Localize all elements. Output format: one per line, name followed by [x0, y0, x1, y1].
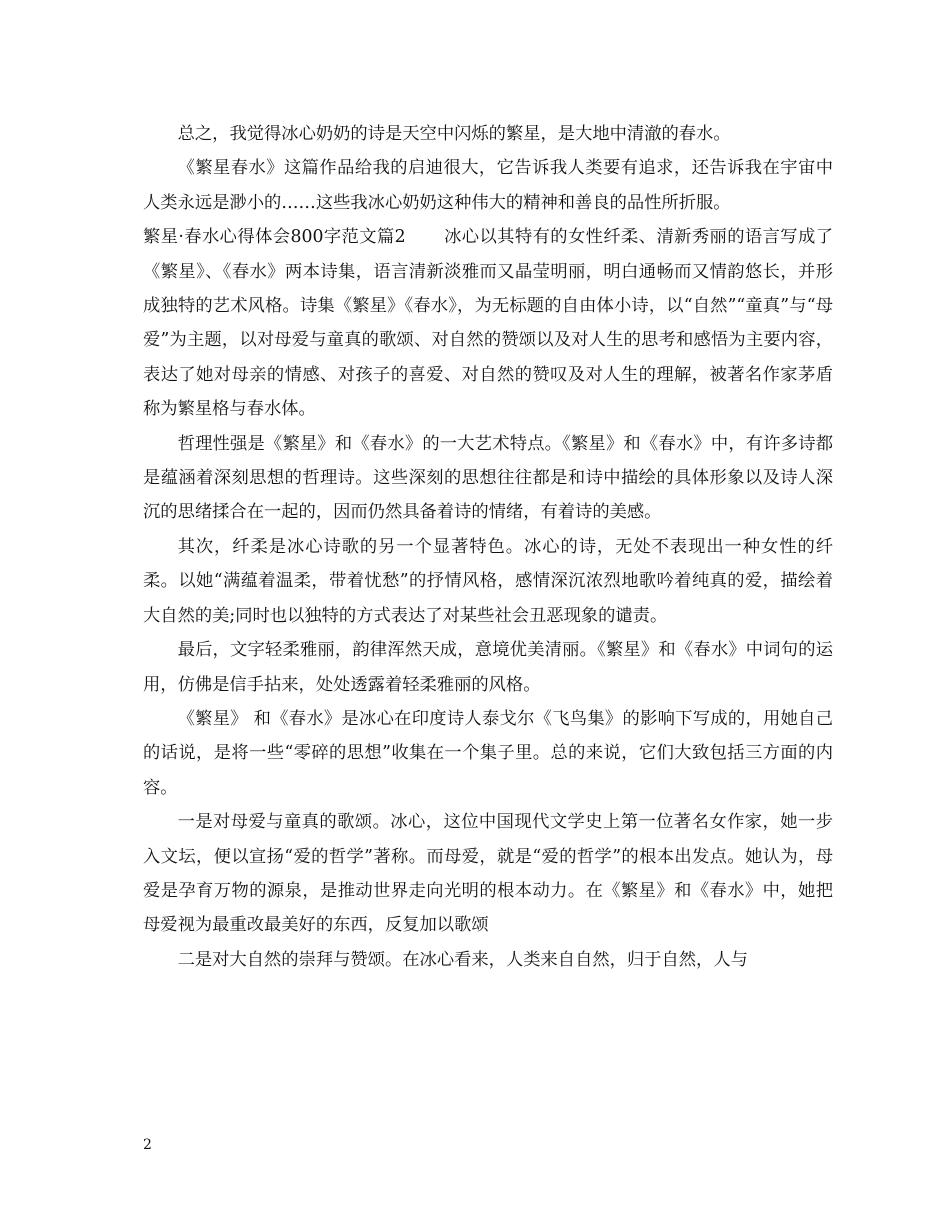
paragraph-philosophy: 哲理性强是《繁星》和《春水》的一大艺术特点。《繁星》和《春水》中，有许多诗都是蕴涵着深刻思想的哲理诗。这些深刻的思想往往都是和诗中描绘的具体形象以及诗人深沉的思绪揉合在一起的，因而仍然具备着诗的情绪，有着诗的美感。 — [143, 433, 833, 523]
paragraph-inspiration: 《繁星春水》这篇作品给我的启迪很大，它告诉我人类要有追求，还告诉我在宇宙中人类永远是渺小的……这些我冰心奶奶这种伟大的精神和善良的品性所折服。 — [143, 158, 833, 213]
paragraph-language: 最后，文字轻柔雅丽，韵律浑然天成，意境优美清丽。《繁星》和《春水》中词句的运用，仿佛是信手拈来，处处透露着轻柔雅丽的风格。 — [143, 640, 833, 695]
section-block — [143, 220, 833, 426]
page-number: 2 — [143, 1137, 152, 1153]
paragraph-nature: 二是对大自然的崇拜与赞颂。在冰心看来，人类来自自然，归于自然，人与 — [177, 949, 748, 970]
section-heading: 繁星·春水心得体会800字范文篇2 — [143, 227, 406, 248]
paragraph-maternal-love: 一是对母爱与童真的歌颂。冰心，这位中国现代文学史上第一位著名女作家，她一步入文坛，便以宣扬“爱的哲学”著称。而母爱，就是“爱的哲学”的根本出发点。她认为，母爱是孕育万物的源泉，是推动世界走向光明的根本动力。在《繁星》和《春水》中，她把母爱视为最重改最美好的东西，反复加以歌颂 — [143, 812, 833, 936]
paragraph-gentleness: 其次，纤柔是冰心诗歌的另一个显著特色。冰心的诗，无处不表现出一种女性的纤柔。以她“满蕴着温柔，带着忧愁”的抒情风格，感情深沉浓烈地歌吟着纯真的爱，描绘着大自然的美;同时也以独特的方式表达了对某些社会丑恶现象的谴责。 — [143, 536, 833, 626]
document-body — [143, 117, 833, 977]
paragraph-origin: 《繁星》 和《春水》是冰心在印度诗人泰戈尔《飞鸟集》的影响下写成的，用她自己的话说，是将一些“零碎的思想”收集在一个集子里。总的来说，它们大致包括三方面的内容。 — [143, 708, 833, 798]
section-intro: 冰心以其特有的女性纤柔、清新秀丽的语言写成了《繁星》、《春水》两本诗集，语言清新淡雅而又晶莹明丽，明白通畅而又情韵悠长，并形成独特的艺术风格。诗集《繁星》《春水》，为无标题的自由体小诗，以“自然”“童真”与“母爱”为主题，以对母爱与童真的歌颂、对自然的赞颂以及对人生的思考和感悟为主要内容，表达了她对母亲的情感、对孩子的喜爱、对自然的赞叹及对人生的理解，被著名作家茅盾称为繁星格与春水体。 — [143, 227, 833, 420]
paragraph-conclusion: 总之，我觉得冰心奶奶的诗是天空中闪烁的繁星，是大地中清澈的春水。 — [177, 124, 731, 144]
